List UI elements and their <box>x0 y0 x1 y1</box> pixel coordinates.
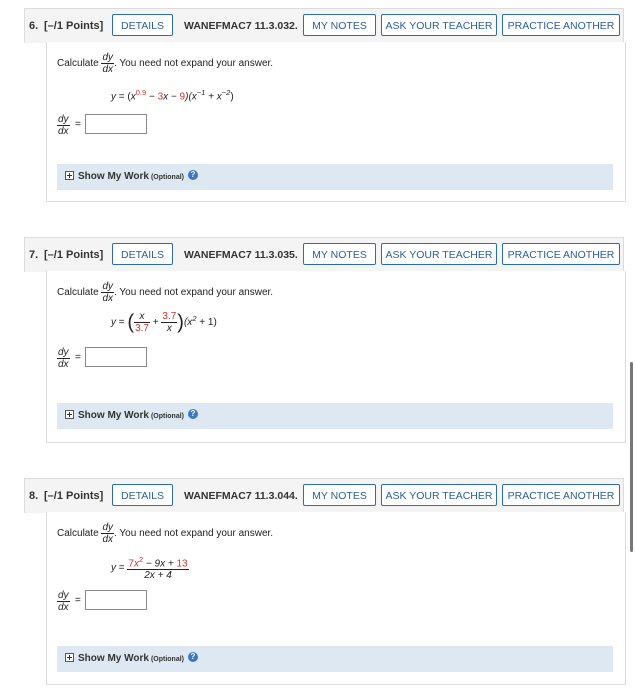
question-code: WANEFMAC7 11.3.035. <box>184 249 298 261</box>
eq-frac-1 <box>134 311 150 334</box>
answer-label <box>57 347 70 370</box>
eq-equals: = <box>118 317 125 329</box>
eq-exp2: −1 <box>196 88 206 97</box>
frac-den: dx <box>102 293 114 304</box>
right-paren: ) <box>177 311 184 334</box>
prompt-instruction: . You need not expand your answer. <box>114 528 274 540</box>
question-number: 6. <box>29 20 39 32</box>
question-code: WANEFMAC7 11.3.044. <box>184 490 298 502</box>
show-my-work-label[interactable]: Show My Work <box>78 653 149 664</box>
expand-icon[interactable] <box>65 653 74 662</box>
eq-exp: 2 <box>192 313 197 323</box>
optional-label: (Optional) <box>150 413 184 420</box>
show-my-work-bar[interactable] <box>57 164 613 190</box>
prompt <box>57 522 273 545</box>
ask-your-teacher-button[interactable]: ASK YOUR TEACHER <box>381 484 497 506</box>
equation <box>111 554 189 581</box>
frac-num: dy <box>58 347 69 358</box>
question-code: WANEFMAC7 11.3.032. <box>184 20 298 32</box>
question-7 <box>24 237 624 421</box>
frac-den: dx <box>58 126 69 137</box>
question-number: 8. <box>29 490 39 502</box>
num-coef: 7 <box>128 558 134 570</box>
answer-label <box>57 114 70 137</box>
answer-input[interactable] <box>85 347 147 367</box>
question-body <box>46 512 626 685</box>
eq-tail: (x <box>183 317 193 329</box>
num-const: 13 <box>176 558 188 570</box>
eq-const: 9 <box>179 91 186 103</box>
show-my-work-label[interactable]: Show My Work <box>78 171 149 182</box>
equals-sign: = <box>75 119 81 130</box>
dy-dx-fraction <box>101 281 114 304</box>
optional-label: (Optional) <box>150 174 184 181</box>
prompt-calculate: Calculate <box>57 528 99 540</box>
eq-plus: + x <box>205 91 222 103</box>
num-exp: 2 <box>138 555 144 564</box>
show-my-work-bar[interactable] <box>57 403 613 429</box>
scrollbar-thumb[interactable] <box>630 362 633 552</box>
question-header <box>24 8 624 43</box>
frac-num: dy <box>102 522 114 533</box>
eq-equals: = <box>118 562 125 574</box>
eq-open: = ( <box>118 91 131 103</box>
help-icon[interactable]: ? <box>188 652 198 662</box>
frac-den: dx <box>58 602 69 613</box>
eq-exp: 0.9 <box>135 88 147 97</box>
equation <box>111 88 234 102</box>
eq-plus: + <box>152 317 159 329</box>
ask-your-teacher-button[interactable]: ASK YOUR TEACHER <box>381 243 497 265</box>
answer-row <box>57 114 81 137</box>
ask-your-teacher-button[interactable]: ASK YOUR TEACHER <box>381 14 497 36</box>
question-points: [–/1 Points] <box>44 20 104 32</box>
question-8 <box>24 478 624 664</box>
question-6 <box>24 8 624 182</box>
num-mid: − 9x + <box>143 558 177 570</box>
prompt-calculate: Calculate <box>57 287 99 299</box>
eq-exp3: −2 <box>221 88 231 97</box>
left-paren: ( <box>127 311 135 334</box>
eq-tail: )(x <box>185 91 197 103</box>
frac-num: dy <box>102 52 114 63</box>
details-button[interactable]: DETAILS <box>112 243 173 265</box>
show-my-work-bar[interactable] <box>57 646 613 672</box>
equation <box>111 311 217 334</box>
eq-frac <box>127 554 188 581</box>
question-number: 7. <box>29 249 39 261</box>
show-my-work-label[interactable]: Show My Work <box>78 410 149 421</box>
eq-y: y <box>111 562 116 574</box>
practice-another-button[interactable]: PRACTICE ANOTHER <box>502 14 620 36</box>
optional-label: (Optional) <box>150 656 184 663</box>
eq-op: − <box>146 91 158 103</box>
frac-num: dy <box>58 114 69 125</box>
frac-num: dy <box>58 590 69 601</box>
frac-num <box>127 554 188 570</box>
help-icon[interactable]: ? <box>188 170 198 180</box>
eq-y: y <box>111 91 116 103</box>
frac-den: 3.7 <box>135 323 149 334</box>
frac-num: x <box>134 311 150 323</box>
answer-input[interactable] <box>85 114 147 134</box>
practice-another-button[interactable]: PRACTICE ANOTHER <box>502 243 620 265</box>
prompt-instruction: . You need not expand your answer. <box>114 58 274 70</box>
question-points: [–/1 Points] <box>44 249 104 261</box>
dy-dx-fraction <box>101 52 114 75</box>
answer-label <box>57 590 70 613</box>
equals-sign: = <box>75 595 81 606</box>
prompt-calculate: Calculate <box>57 58 99 70</box>
details-button[interactable]: DETAILS <box>112 14 173 36</box>
practice-another-button[interactable]: PRACTICE ANOTHER <box>502 484 620 506</box>
expand-icon[interactable] <box>65 171 74 180</box>
dy-dx-fraction <box>101 522 114 545</box>
frac-den: 2x + 4 <box>144 570 172 582</box>
my-notes-button[interactable]: MY NOTES <box>303 14 376 36</box>
eq-end: + 1) <box>196 317 217 329</box>
frac-den: dx <box>102 64 114 75</box>
eq-coef: 3 <box>157 91 164 103</box>
question-body <box>46 42 626 202</box>
frac-den: dx <box>58 359 69 370</box>
my-notes-button[interactable]: MY NOTES <box>303 243 376 265</box>
eq-x2: x − <box>163 91 180 103</box>
answer-input[interactable] <box>85 590 147 610</box>
equals-sign: = <box>75 352 81 363</box>
answer-row <box>57 590 81 613</box>
details-button[interactable]: DETAILS <box>112 484 173 506</box>
prompt <box>57 281 273 304</box>
eq-close: ) <box>230 91 234 103</box>
expand-icon[interactable] <box>65 410 74 419</box>
eq-frac-2 <box>161 311 177 334</box>
eq-x: x <box>130 91 136 103</box>
num-var: x <box>133 558 139 570</box>
prompt <box>57 52 273 75</box>
question-header <box>24 237 624 272</box>
my-notes-button[interactable]: MY NOTES <box>303 484 376 506</box>
answer-row <box>57 347 81 370</box>
frac-num: 3.7 <box>162 311 177 322</box>
question-body <box>46 271 626 443</box>
frac-den: x <box>166 323 172 334</box>
question-points: [–/1 Points] <box>44 490 104 502</box>
frac-den: dx <box>102 534 114 545</box>
eq-y: y <box>111 317 116 329</box>
prompt-instruction: . You need not expand your answer. <box>114 287 274 299</box>
question-header <box>24 478 624 513</box>
help-icon[interactable]: ? <box>188 409 198 419</box>
frac-num: dy <box>102 281 114 292</box>
